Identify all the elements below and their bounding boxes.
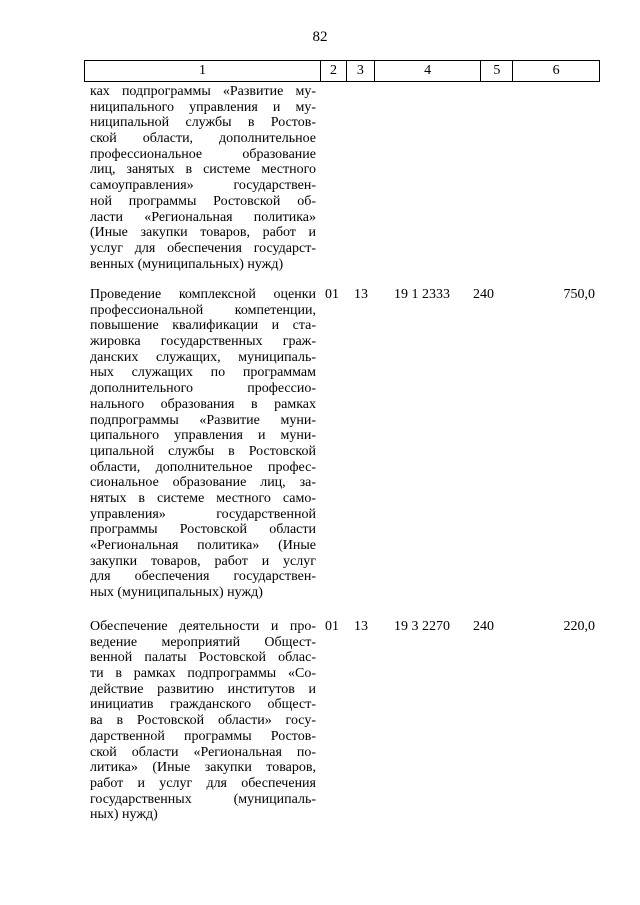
description-line: услуг для обеспечения государст- [90,240,316,256]
description-line: ласти «Региональная политика» [90,209,316,225]
description-line: программы Ростовской области [90,522,316,538]
header-col-6: 6 [552,63,560,78]
description-line: Обеспечение деятельности и про- [90,619,316,634]
header-col-3: 3 [347,61,375,81]
description-line: «Региональная политика» (Иные [90,538,316,553]
description-line: работ и услуг для обеспечения [90,775,316,791]
target-article-code: 19 1 2333 [394,287,450,302]
table-row-description [90,619,316,823]
description-line: сиональное образование лиц, за- [90,475,316,491]
header-col-2: 2 [321,61,347,81]
table-row-description [90,287,316,601]
description-line: ципального управления и муни- [90,428,316,444]
description-line: лиц, занятых в системе местного [90,162,316,178]
description-line: ках подпрограммы «Развитие му- [90,84,316,99]
description-line: ведение мероприятий Общест- [90,634,316,650]
description-line: самоуправления» государствен- [90,178,316,194]
description-line: дарственной программы Ростов- [90,728,316,744]
header-col-5: 5 [481,61,513,81]
description-line: инициатив гражданского общест- [90,697,316,713]
description-line: ных служащих по программам [90,365,316,381]
description-line: области, дополнительное профес- [90,459,316,475]
subsection-code: 13 [354,619,368,634]
description-line: повышение квалификации и ста- [90,318,316,334]
description-line: жировка государственных граж- [90,334,316,350]
subsection-code: 13 [354,287,368,302]
description-line: ниципального управления и му- [90,99,316,115]
description-line: ных (муниципальных) нужд) [90,585,263,601]
description-line: государственных (муниципаль- [90,791,316,807]
description-line: ва в Ростовской области» госу- [90,713,316,729]
page-number: 82 [312,29,328,45]
description-line: ской области, дополнительное [90,131,316,147]
amount-value: 750,0 [563,287,595,302]
description-line: (Иные закупки товаров, работ и [90,225,316,241]
table-header-row [84,60,600,82]
description-line: для обеспечения государствен- [90,569,316,585]
description-line: данских служащих, муниципаль- [90,349,316,365]
expense-type-code: 240 [473,287,494,302]
description-line: закупки товаров, работ и услуг [90,553,316,569]
target-article-code: 19 3 2270 [394,619,450,634]
description-line: ципальной службы в Ростовской [90,443,316,459]
header-col-4: 4 [375,61,482,81]
section-code: 01 [325,619,339,634]
amount-value: 220,0 [563,619,595,634]
header-col-1: 1 [85,61,321,81]
description-line: ных) нужд) [90,807,158,823]
expense-type-code: 240 [473,619,494,634]
section-code: 01 [325,287,339,302]
description-line: венных (муниципальных) нужд) [90,256,284,272]
description-line: подпрограммы «Развитие муни- [90,412,316,428]
description-line: ниципальной службы в Ростов- [90,115,316,131]
table-row-description [90,84,316,272]
description-line: венной палаты Ростовской облас- [90,650,316,666]
description-line: дополнительного профессио- [90,381,316,397]
description-line: профессиональное образование [90,146,316,162]
description-line: нятых в системе местного само- [90,490,316,506]
description-line: литика» (Иные закупки товаров, [90,760,316,776]
description-line: ской области «Региональная по- [90,744,316,760]
description-line: ной программы Ростовской об- [90,193,316,209]
description-line: Проведение комплексной оценки [90,287,316,302]
description-line: действие развитию институтов и [90,681,316,697]
description-line: профессиональной компетенции, [90,302,316,318]
description-line: управления» государственной [90,506,316,522]
description-line: нального образования в рамках [90,396,316,412]
description-line: ти в рамках подпрограммы «Со- [90,666,316,682]
